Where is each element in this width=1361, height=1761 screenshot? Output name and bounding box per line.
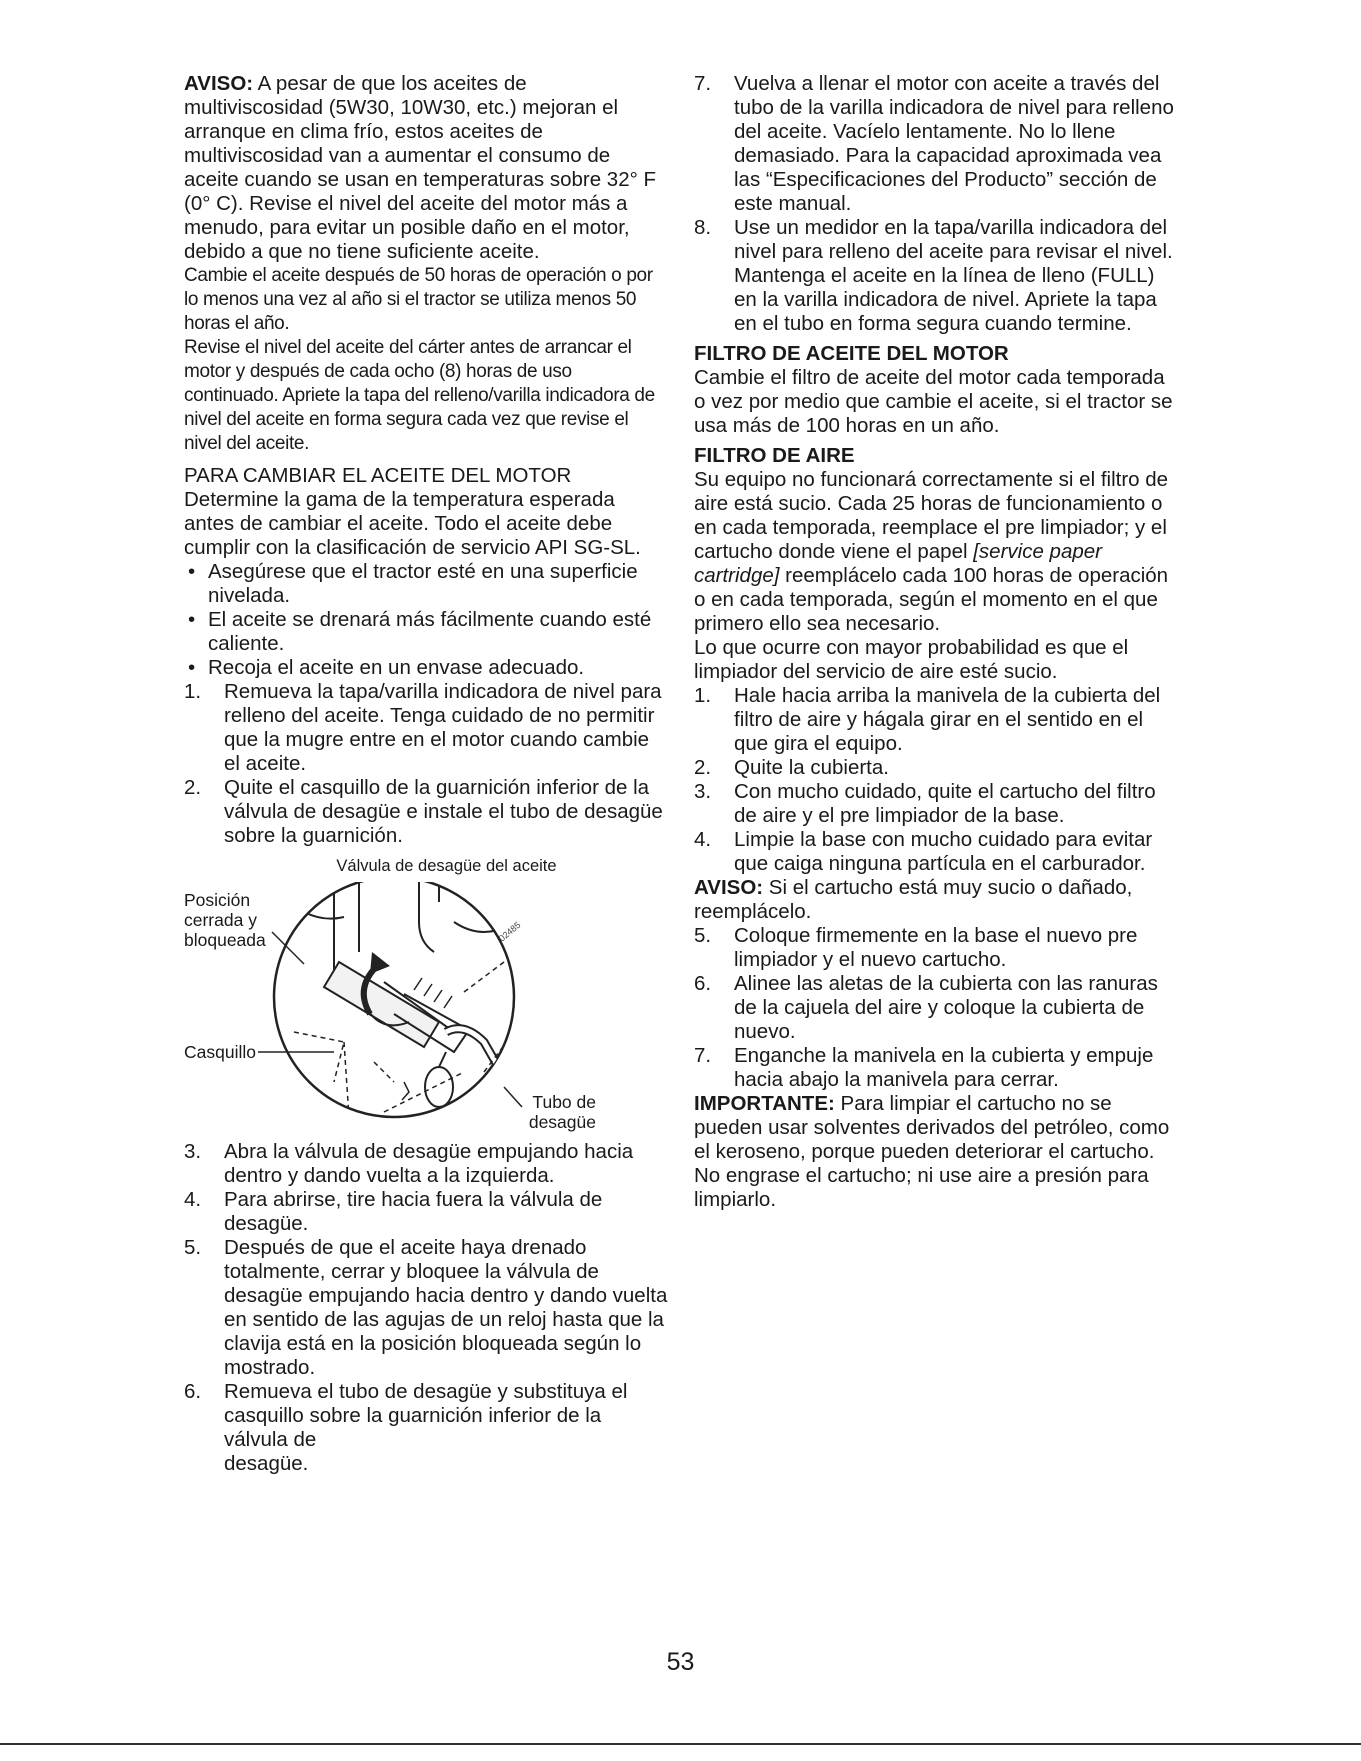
air-steps-list-a (694, 684, 1180, 876)
list-item: 8. Use un medidor en la tapa/varilla indicadora del nivel para relleno del aceite para revisar el nivel. Mantenga el aceite en la línea de lleno (FULL) en la varilla indicadora de nivel. Apriete la tapa en el tubo en forma segura cuando termine. (694, 216, 1173, 335)
determine-paragraph: Determine la gama de la temperatura esperada antes de cambiar el aceite. Todo el aceite debe cumplir con la clasificación de servicio API SG-SL. (184, 488, 641, 559)
bullet-item: • El aceite se drenará más fácilmente cuando esté caliente. (188, 608, 652, 655)
figure-caption: Válvula de desagüe del aceite (336, 857, 557, 875)
list-item: 2. Quite la cubierta. (694, 756, 889, 779)
bottom-rule (0, 1743, 1361, 1745)
service-cartridge-term: [service paper cartridge] (694, 540, 1102, 587)
list-item: 6. Alinee las aletas de la cubierta con las ranuras de la cajuela del aire y coloque la cubierta de nuevo. (694, 972, 1158, 1043)
bullet-item: • Recoja el aceite en un envase adecuado. (188, 656, 585, 679)
importante-label: IMPORTANTE: (694, 1092, 835, 1115)
steps-list-b (184, 1140, 669, 1476)
aviso-label: AVISO: (184, 72, 254, 95)
list-item: 6. Remueva el tubo de desagüe y substituya el casquillo sobre la guarnición inferior de la válvula de desagüe. (184, 1380, 628, 1475)
list-item: 5. Coloque firmemente en la base el nuevo pre limpiador y el nuevo cartucho. (694, 924, 1138, 971)
list-item: 4. Limpie la base con mucho cuidado para evitar que caiga ninguna partícula en el carburador. (694, 828, 1153, 875)
air-steps-list-b (694, 924, 1180, 1092)
list-item: 7. Enganche la manivela en la cubierta y empuje hacia abajo la manivela para cerrar. (694, 1044, 1154, 1091)
list-item: 3. Abra la válvula de desagüe empujando hacia dentro y dando vuelta a la izquierda. (184, 1140, 634, 1187)
label-cap: Casquillo (184, 1042, 256, 1062)
section-heading-change-oil: PARA CAMBIAR EL ACEITE DEL MOTOR (184, 464, 572, 487)
list-item: 2. Quite el casquillo de la guarnición inferior de la válvula de desagüe e instale el tubo de desagüe sobre la guarnición. (184, 776, 663, 847)
drain-valve-figure (184, 882, 669, 1132)
aviso-paragraph (184, 72, 669, 264)
bullet-list (184, 560, 669, 680)
aviso-label: AVISO: (694, 876, 764, 899)
list-item: 1. Hale hacia arriba la manivela de la cubierta del filtro de aire y hágala girar en el sentido en el que gira el equipo. (694, 684, 1161, 755)
section-heading-air-filter: FILTRO DE AIRE (694, 444, 855, 467)
label-drain-tube: Tubo de desagüe (528, 1092, 596, 1132)
bullet-item: • Asegúrese que el tractor esté en una superficie nivelada. (188, 560, 638, 607)
change-oil-paragraph: Cambie el aceite después de 50 horas de operación o por lo menos una vez al año si el tractor se utiliza menos 50 horas el año. (184, 265, 653, 334)
left-column (184, 72, 669, 1476)
list-item: 3. Con mucho cuidado, quite el cartucho del filtro de aire y el pre limpiador de la base. (694, 780, 1156, 827)
air-filter-paragraph: Su equipo no funcionará correctamente si el filtro de aire está sucio. Cada 25 horas de funcionamiento o en cada temporada, reemplace el pre limpiador; y el cartucho donde viene el papel [service paper cartridge] reemplácelo cada 100 horas de operación o en cada temporada, según el momento en el que primero ello sea necesario. (694, 468, 1169, 635)
steps-list-top (694, 72, 1180, 336)
list-item: 4. Para abrirse, tire hacia fuera la válvula de desagüe. (184, 1188, 603, 1235)
label-closed-locked: Posición cerrada y bloqueada (184, 890, 266, 950)
oil-filter-paragraph: Cambie el filtro de aceite del motor cada temporada o vez por medio que cambie el aceite, si el tractor se usa más de 100 horas en un año. (694, 366, 1173, 437)
air-aviso-paragraph: AVISO: Si el cartucho está muy sucio o dañado, reemplácelo. (694, 876, 1133, 923)
list-item: 5. Después de que el aceite haya drenado totalmente, cerrar y bloquee la válvula de desagüe empujando hacia dentro y dando vuelta en sentido de las agujas de un reloj hasta que la clavija está en la posición bloqueada según lo mostrado. (184, 1236, 668, 1379)
check-oil-paragraph: Revise el nivel del aceite del cárter antes de arrancar el motor y después de cada ocho (8) horas de uso continuado. Apriete la tapa del relleno/varilla indicadora de nivel del aceite en forma segura cada vez que revise el nivel del aceite. (184, 337, 655, 454)
right-column (694, 72, 1180, 1212)
list-item: 1. Remueva la tapa/varilla indicadora de nivel para relleno del aceite. Tenga cuidado de no permitir que la mugre entre en el motor cuando cambie el aceite. (184, 680, 662, 775)
air-filter-dirty-paragraph: Lo que ocurre con mayor probabilidad es que el limpiador del servicio de aire esté sucio. (694, 636, 1129, 683)
page-number: 53 (666, 1648, 695, 1676)
importante-paragraph: IMPORTANTE: Para limpiar el cartucho no se pueden usar solventes derivados del petróleo, como el keroseno, porque pueden deteriorar el cartucho. No engrase el cartucho; ni use aire a presión para limpiarlo. (694, 1092, 1170, 1211)
figure-code: 02485 (496, 919, 523, 944)
list-item: 7. Vuelva a llenar el motor con aceite a través del tubo de la varilla indicadora de nivel para relleno del aceite. Vacíelo lentamente. No lo llene demasiado. Para la capacidad aproximada vea las “Especificaciones del Producto” sección de este manual. (694, 72, 1174, 215)
steps-list-a (184, 680, 669, 848)
aviso-text: A pesar de que los aceites de multiviscosidad (5W30, 10W30, etc.) mejoran el arranque en clima frío, estos aceites de multiviscosidad van a aumentar el consumo de aceite cuando se usan en temperaturas sobre 32° F (0° C). Revise el nivel del aceite del motor más a menudo, para evitar un posible daño en el motor, debido a que no tiene suficiente aceite. (184, 72, 657, 263)
section-heading-oil-filter: FILTRO DE ACEITE DEL MOTOR (694, 342, 1009, 365)
